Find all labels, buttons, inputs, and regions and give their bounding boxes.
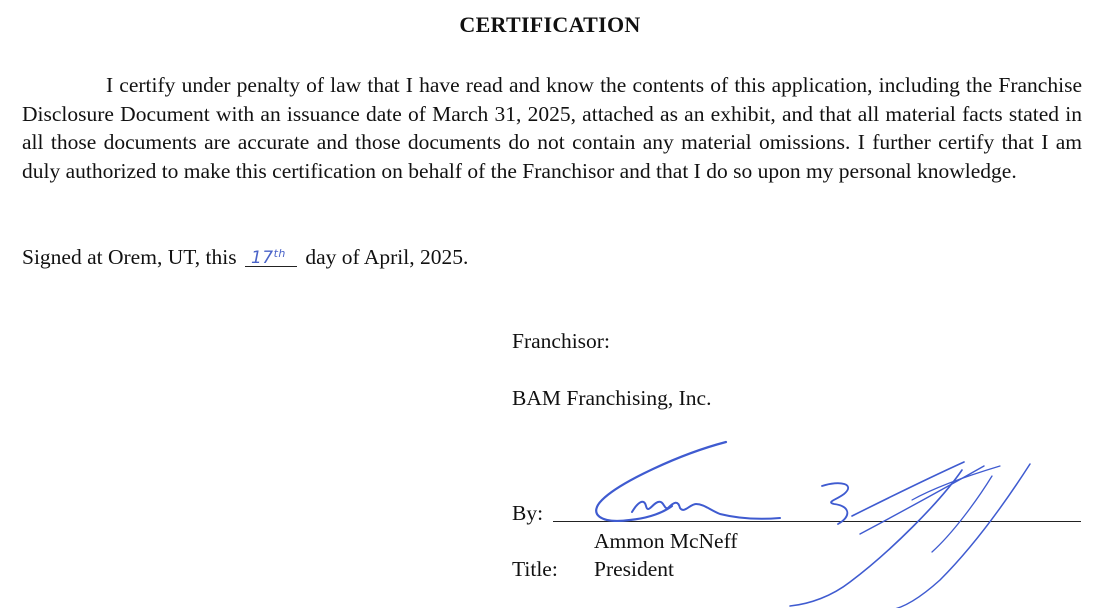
signed-at-prefix: Signed at Orem, UT, this	[22, 245, 237, 269]
day-blank	[245, 244, 297, 267]
handwritten-day	[251, 240, 286, 272]
title-value: President	[594, 557, 675, 581]
handwritten-day-suffix: th	[273, 247, 286, 260]
signer-name: Ammon McNeff	[594, 529, 738, 553]
page-title: CERTIFICATION	[459, 12, 641, 37]
certification-paragraph: I certify under penalty of law that I have read and know the contents of this application, including the Franchise Disclosure Document with an issuance date of March 31, 2025, attached as an exhibit, and that all material facts stated in all those documents are accurate and those documents do not contain any material omissions. I further certify that I am duly authorized to make this certification on behalf of the Franchisor and that I do so upon my personal knowledge.	[22, 73, 1082, 183]
handwritten-day-number: 17	[250, 248, 274, 268]
company-name: BAM Franchising, Inc.	[512, 386, 712, 410]
franchisor-label: Franchisor:	[512, 329, 610, 353]
by-label: By:	[512, 501, 544, 525]
handwritten-signature	[560, 432, 1080, 608]
signed-at-suffix: day of April, 2025.	[305, 245, 469, 269]
title-label: Title:	[512, 557, 558, 581]
signed-at-line	[22, 243, 468, 271]
